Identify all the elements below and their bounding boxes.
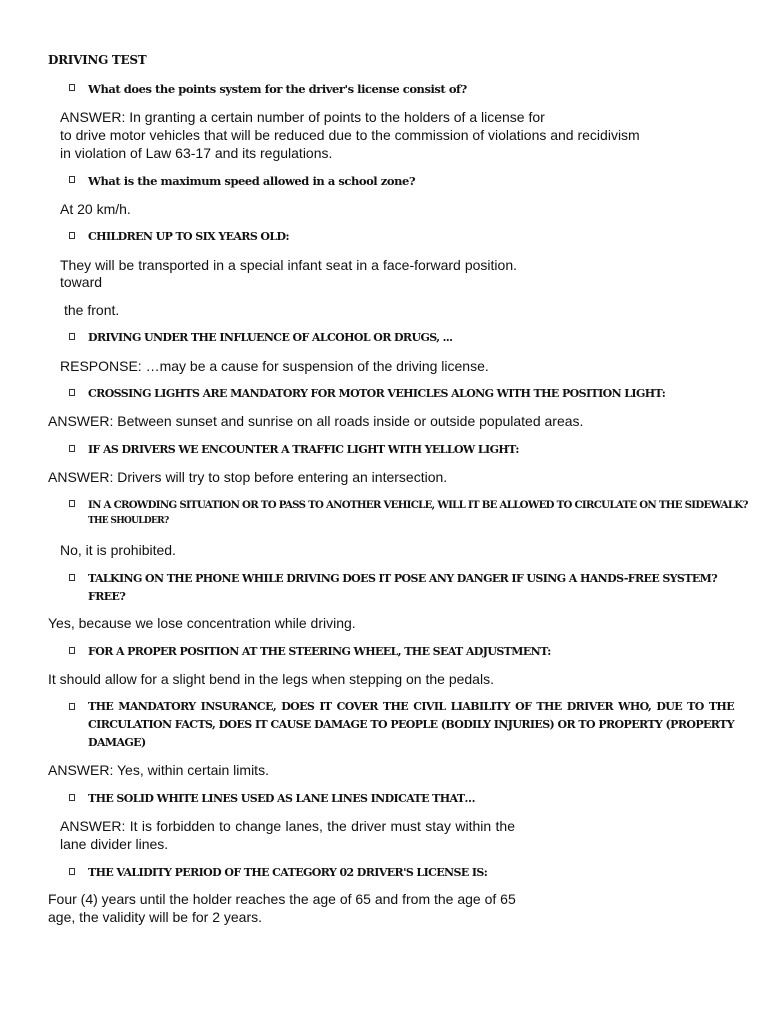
question-5: CROSSING LIGHTS ARE MANDATORY FOR MOTOR VEHICLES ALONG WITH THE POSITION LIGHT: xyxy=(88,387,666,400)
question-9: FOR A PROPER POSITION AT THE STEERING WHEEL, THE SEAT ADJUSTMENT: xyxy=(88,645,551,658)
answer-11-line-1: ANSWER: It is forbidden to change lanes, the driver must stay within the xyxy=(60,818,515,834)
answer-10: ANSWER: Yes, within certain limits. xyxy=(48,762,269,778)
answer-1-line-1: ANSWER: In granting a certain number of points to the holders of a license for xyxy=(60,109,545,125)
answer-1-line-2: to drive motor vehicles that will be reduced due to the commission of violations and recidivism xyxy=(60,127,640,143)
bullet-icon xyxy=(69,500,75,507)
question-2: What is the maximum speed allowed in a school zone? xyxy=(88,174,416,188)
document-title: DRIVING TEST xyxy=(48,53,147,67)
bullet-icon xyxy=(69,389,75,396)
question-10: THE MANDATORY INSURANCE, DOES IT COVER THE CIVIL LIABILITY OF THE DRIVER WHO, DUE TO THE CIRCULATION FACTS, DOES IT CAUSE DAMAGE TO PEOPLE (BODILY INJURIES) OR TO PROPERTY (PROPERTY DAMAGE) xyxy=(88,700,734,749)
answer-12-line-1: Four (4) years until the holder reaches the age of 65 and from the age of 65 xyxy=(48,891,516,907)
answer-1-line-3: in violation of Law 63-17 and its regulations. xyxy=(60,145,333,161)
answer-2: At 20 km/h. xyxy=(60,201,131,217)
bullet-icon xyxy=(69,574,75,581)
answer-3-line-2: toward xyxy=(60,274,103,290)
question-6: IF AS DRIVERS WE ENCOUNTER A TRAFFIC LIGHT WITH YELLOW LIGHT: xyxy=(88,443,519,456)
question-8-line-2: FREE? xyxy=(88,590,126,603)
question-3: CHILDREN UP TO SIX YEARS OLD: xyxy=(88,230,289,243)
question-4: DRIVING UNDER THE INFLUENCE OF ALCOHOL OR DRUGS, ... xyxy=(88,331,453,344)
answer-3-line-3: the front. xyxy=(64,302,120,318)
answer-3-line-1: They will be transported in a special infant seat in a face-forward position. xyxy=(60,257,517,273)
bullet-icon xyxy=(69,868,75,875)
answer-6: ANSWER: Drivers will try to stop before entering an intersection. xyxy=(48,469,448,485)
answer-7: No, it is prohibited. xyxy=(60,542,176,558)
bullet-icon xyxy=(69,176,75,183)
answer-11-line-2: lane divider lines. xyxy=(60,836,169,852)
answer-9: It should allow for a slight bend in the legs when stepping on the pedals. xyxy=(48,671,494,687)
answer-8: Yes, because we lose concentration while driving. xyxy=(48,615,356,631)
question-7-line-1: IN A CROWDING SITUATION OR TO PASS TO ANOTHER VEHICLE, WILL IT BE ALLOWED TO CIRCULATE ON THE SIDEWALK? xyxy=(88,499,748,511)
question-8-line-1: TALKING ON THE PHONE WHILE DRIVING DOES IT POSE ANY DANGER IF USING A HANDS-FREE SYSTEM? xyxy=(88,572,718,585)
bullet-icon xyxy=(69,794,75,801)
question-1: What does the points system for the driver's license consist of? xyxy=(88,82,467,96)
answer-12-line-2: age, the validity will be for 2 years. xyxy=(48,909,262,925)
answer-4: RESPONSE: …may be a cause for suspension of the driving license. xyxy=(60,358,489,374)
bullet-icon xyxy=(69,84,75,91)
bullet-icon xyxy=(69,333,75,340)
bullet-icon xyxy=(69,445,75,452)
bullet-icon xyxy=(69,232,75,239)
question-12: THE VALIDITY PERIOD OF THE CATEGORY 02 DRIVER'S LICENSE IS: xyxy=(88,866,488,879)
question-7-line-2: THE SHOULDER? xyxy=(88,516,169,526)
question-11: THE SOLID WHITE LINES USED AS LANE LINES INDICATE THAT… xyxy=(88,792,475,805)
answer-5: ANSWER: Between sunset and sunrise on all roads inside or outside populated areas. xyxy=(48,413,584,429)
bullet-icon xyxy=(69,703,75,710)
bullet-icon xyxy=(69,647,75,654)
